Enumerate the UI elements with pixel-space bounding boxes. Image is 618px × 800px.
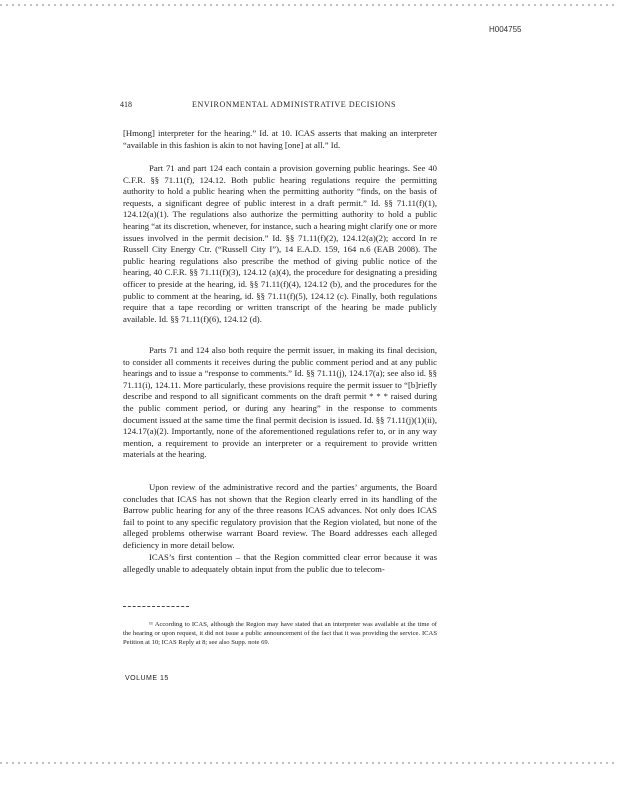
paragraph-first-contention: ICAS’s first contention – that the Region committed clear error because it was allegedly unable to adequately obtain input from the public due to telecom- <box>123 552 437 574</box>
paragraph-board-conclusion: Upon review of the administrative record and the parties’ arguments, the Board concludes that ICAS has not shown that the Region clearly erred in its handling of the Barrow public hearing for any of the three reasons ICAS advances. Not only does ICAS fail to point to any specific regulatory provision that the Region violated, but none of the alleged problems otherwise warrant Board review. The Board addresses each alleged deficiency in more detail below. <box>123 482 437 550</box>
paragraph-response-to-comments: Parts 71 and 124 also both require the permit issuer, in making its final decision, to consider all comments it receives during the public comment period and at any public hearings and to issue a “response to comments.” Id. §§ 71.11(j), 124.17(a); see also id. §§ 71.11(i), 124.11. More particularly, these provisions require the permit issuer to “[b]riefly describe and respond to all significant comments on the draft permit * * * raised during the public comment period, or during any hearing” in the response to comments document issued at the same time the final permit decision is issued. Id. §§ 71.11(j)(1)(ii), 124.17(a)(2). Importantly, none of the aforementioned regulations refer to, or in any way mention, a requirement to provide an interpreter or a requirement to provide written materials at the hearing. <box>123 345 437 460</box>
scan-noise-top <box>0 4 618 6</box>
page-number: 418 <box>120 100 132 109</box>
paragraph-continuation: [Hmong] interpreter for the hearing.” Id. at 10. ICAS asserts that making an interpreter “available in this fashion is akin to not having [one] at all.” Id. <box>123 128 437 150</box>
footnote-divider <box>123 606 189 607</box>
footnote: ¹¹ According to ICAS, although the Region may have stated that an interpreter was available at the time of the hearing or upon request, it did not issue a public announcement of the fact that it was providing the service. ICAS Petition at 10; ICAS Reply at 8; see also Supp. note 69. <box>123 621 437 646</box>
running-title: ENVIRONMENTAL ADMINISTRATIVE DECISIONS <box>192 100 397 109</box>
volume-label: VOLUME 15 <box>125 675 169 682</box>
paragraph-public-hearings: Part 71 and part 124 each contain a provision governing public hearings. See 40 C.F.R. §§ 71.11(f), 124.12. Both public hearing regulations require the permitting authority to hold a public hearing when the permitting authority “finds, on the basis of requests, a significant degree of public interest in a draft permit.” Id. §§ 71.11(f)(1), 124.12(a)(1). The regulations also authorize the permitting authority to hold a public hearing “at its discretion, whenever, for instance, such a hearing might clarify one or more issues involved in the permit decision.” Id. §§ 71.11(f)(2), 124.12(a)(2); accord In re Russell City Energy Ctr. (“Russell City I”), 14 E.A.D. 159, 164 n.6 (EAB 2008). The public hearing regulations also prescribe the method of giving public notice of the hearing, 40 C.F.R. §§ 71.11(f)(3), 124.12 (a)(4), the procedure for designating a presiding officer to preside at the hearing, id. §§ 71.11(f)(4), 124.12 (b), and the procedures for the public to comment at the hearing, id. §§ 71.11(f)(5), 124.12 (c). Finally, both regulations require that a tape recording or written transcript of the hearing be made publicly available. Id. §§ 71.11(f)(6), 124.12 (d). <box>123 163 437 324</box>
bates-number: H004755 <box>489 25 522 34</box>
scan-noise-bottom <box>0 762 618 764</box>
